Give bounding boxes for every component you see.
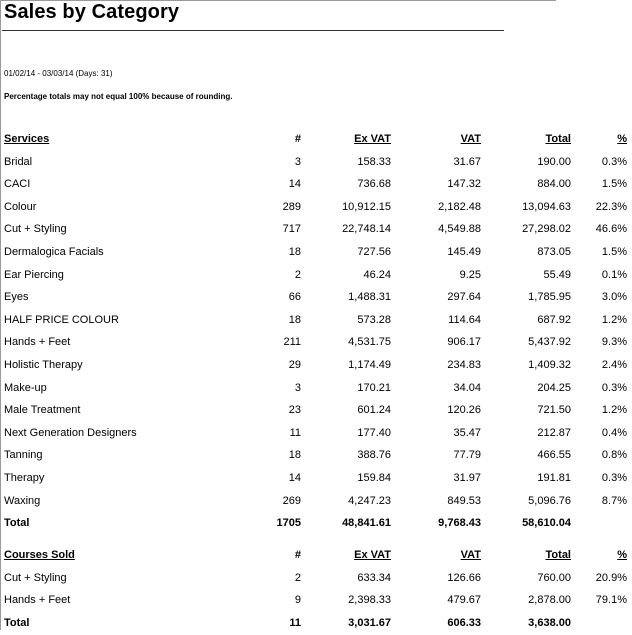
vat-cell: 77.79 [453, 449, 481, 462]
header-vat: VAT [460, 549, 481, 561]
table-row [0, 491, 632, 514]
category-name: Colour [4, 200, 37, 213]
vat-cell: 2,182.48 [438, 200, 481, 213]
total-cell: 466.55 [537, 449, 571, 462]
total-exvat: 48,841.61 [342, 517, 391, 530]
exvat-cell: 1,174.49 [348, 358, 391, 371]
exvat-cell: 4,247.23 [348, 494, 391, 507]
category-name: Ear Piercing [4, 268, 64, 281]
total-cell: 1,785.95 [528, 291, 571, 304]
percent-cell: 0.3% [601, 381, 627, 394]
percent-cell: 0.1% [601, 268, 627, 281]
courses-header-row [0, 545, 632, 568]
total-cell: 760.00 [537, 571, 571, 584]
category-name: Holistic Therapy [4, 358, 83, 371]
category-name: Therapy [4, 471, 45, 484]
count-cell: 14 [288, 178, 301, 191]
total-total: 3,638.00 [528, 616, 571, 629]
percent-cell: 9.3% [601, 336, 627, 349]
percent-cell: 0.4% [601, 426, 627, 439]
table-row [0, 590, 632, 613]
category-name: Hands + Feet [4, 594, 71, 607]
total-count: 1705 [276, 517, 301, 530]
total-cell: 13,094.63 [522, 200, 571, 213]
header-exvat: Ex VAT [354, 549, 391, 561]
table-row [0, 378, 632, 401]
category-name: Hands + Feet [4, 336, 71, 349]
count-cell: 18 [288, 449, 301, 462]
percent-cell: 0.3% [601, 471, 627, 484]
exvat-cell: 170.21 [357, 381, 391, 394]
category-name: Eyes [4, 291, 29, 304]
vat-cell: 35.47 [453, 426, 481, 439]
total-cell: 27,298.02 [522, 223, 571, 236]
exvat-cell: 22,748.14 [342, 223, 391, 236]
total-cell: 1,409.32 [528, 358, 571, 371]
courses-rows [0, 568, 632, 613]
exvat-cell: 601.24 [357, 404, 391, 417]
percent-cell: 1.2% [601, 313, 627, 326]
exvat-cell: 388.76 [357, 449, 391, 462]
total-exvat: 3,031.67 [348, 616, 391, 629]
table-row [0, 174, 632, 197]
vat-cell: 126.66 [447, 571, 481, 584]
count-cell: 18 [288, 245, 301, 258]
vat-cell: 120.26 [447, 404, 481, 417]
total-cell: 190.00 [537, 155, 571, 168]
exvat-cell: 1,488.31 [348, 291, 391, 304]
table-row [0, 400, 632, 423]
category-name: Tanning [4, 449, 43, 462]
vat-cell: 297.64 [447, 291, 481, 304]
vat-cell: 31.97 [453, 471, 481, 484]
header-percent: % [617, 133, 627, 145]
header-count: # [294, 133, 301, 145]
percent-cell: 1.5% [601, 245, 627, 258]
count-cell: 11 [289, 426, 301, 439]
total-cell: 5,096.76 [528, 494, 571, 507]
total-cell: 721.50 [537, 404, 571, 417]
total-vat: 9,768.43 [438, 517, 481, 530]
services-header-row [0, 129, 632, 152]
vat-cell: 145.49 [447, 245, 481, 258]
rounding-note: Percentage totals may not equal 100% because of rounding. [4, 92, 233, 101]
title-underline [2, 30, 504, 31]
category-name: Waxing [4, 494, 41, 507]
vat-cell: 114.64 [448, 313, 481, 326]
exvat-cell: 727.56 [357, 245, 391, 258]
percent-cell: 79.1% [595, 594, 627, 607]
courses-total-row [0, 613, 632, 635]
vat-cell: 9.25 [459, 268, 481, 281]
table-row [0, 468, 632, 491]
exvat-cell: 2,398.33 [348, 594, 391, 607]
table-row [0, 197, 632, 220]
total-cell: 884.00 [537, 178, 571, 191]
exvat-cell: 158.33 [357, 155, 391, 168]
exvat-cell: 177.40 [357, 426, 391, 439]
vat-cell: 34.04 [453, 381, 481, 394]
report-title: Sales by Category [4, 1, 180, 23]
percent-cell: 3.0% [601, 291, 627, 304]
count-cell: 289 [282, 200, 301, 213]
category-name: CACI [4, 178, 31, 191]
exvat-cell: 46.24 [363, 268, 391, 281]
percent-cell: 0.8% [601, 449, 627, 462]
services-table [0, 129, 632, 536]
percent-cell: 1.2% [601, 404, 627, 417]
total-cell: 687.92 [537, 313, 571, 326]
header-exvat: Ex VAT [354, 133, 391, 145]
count-cell: 269 [282, 494, 301, 507]
percent-cell: 22.3% [595, 200, 627, 213]
vat-cell: 849.53 [447, 494, 481, 507]
table-row [0, 287, 632, 310]
total-total: 58,610.04 [522, 517, 571, 530]
count-cell: 14 [288, 471, 301, 484]
total-label: Total [4, 517, 30, 530]
percent-cell: 2.4% [601, 358, 627, 371]
total-cell: 204.25 [537, 381, 571, 394]
vat-cell: 234.83 [447, 358, 481, 371]
category-name: Bridal [4, 155, 33, 168]
category-name: HALF PRICE COLOUR [4, 313, 119, 326]
count-cell: 3 [294, 381, 301, 394]
header-total: Total [545, 549, 571, 561]
header-percent: % [617, 549, 627, 561]
total-vat: 606.33 [447, 616, 481, 629]
exvat-cell: 159.84 [357, 471, 391, 484]
services-total-row [0, 513, 632, 536]
count-cell: 211 [283, 336, 301, 349]
courses-header-name: Courses Sold [4, 549, 75, 561]
table-row [0, 445, 632, 468]
total-cell: 191.81 [537, 471, 571, 484]
count-cell: 3 [294, 155, 301, 168]
exvat-cell: 736.68 [357, 178, 391, 191]
table-row [0, 355, 632, 378]
vat-cell: 4,549.88 [438, 223, 481, 236]
exvat-cell: 633.34 [357, 571, 391, 584]
table-row [0, 219, 632, 242]
table-row [0, 152, 632, 175]
count-cell: 2 [294, 268, 301, 281]
vat-cell: 147.32 [447, 178, 481, 191]
count-cell: 29 [288, 358, 301, 371]
exvat-cell: 4,531.75 [348, 336, 391, 349]
total-label: Total [4, 616, 30, 629]
category-name: Cut + Styling [4, 571, 67, 584]
category-name: Next Generation Designers [4, 426, 137, 439]
total-count: 11 [289, 616, 301, 629]
percent-cell: 0.3% [601, 155, 627, 168]
vat-cell: 31.67 [453, 155, 481, 168]
table-row [0, 310, 632, 333]
category-name: Dermalogica Facials [4, 245, 104, 258]
percent-cell: 1.5% [601, 178, 627, 191]
count-cell: 9 [294, 594, 301, 607]
count-cell: 23 [288, 404, 301, 417]
total-cell: 873.05 [537, 245, 571, 258]
total-cell: 55.49 [543, 268, 571, 281]
table-row [0, 568, 632, 591]
percent-cell: 46.6% [595, 223, 627, 236]
count-cell: 18 [288, 313, 301, 326]
percent-cell: 8.7% [601, 494, 627, 507]
services-header-name: Services [4, 133, 50, 145]
total-cell: 2,878.00 [528, 594, 571, 607]
exvat-cell: 10,912.15 [342, 200, 391, 213]
header-vat: VAT [460, 133, 481, 145]
courses-table [0, 545, 632, 635]
date-range: 01/02/14 - 03/03/14 (Days: 31) [4, 69, 113, 78]
table-row [0, 265, 632, 288]
table-row [0, 242, 632, 265]
vat-cell: 479.67 [447, 594, 481, 607]
count-cell: 66 [288, 291, 301, 304]
total-cell: 5,437.92 [528, 336, 571, 349]
table-row [0, 332, 632, 355]
count-cell: 2 [294, 571, 301, 584]
header-count: # [294, 549, 301, 561]
services-rows [0, 152, 632, 514]
table-row [0, 423, 632, 446]
exvat-cell: 573.28 [357, 313, 391, 326]
count-cell: 717 [282, 223, 301, 236]
category-name: Cut + Styling [4, 223, 67, 236]
category-name: Male Treatment [4, 404, 81, 417]
category-name: Make-up [4, 381, 47, 394]
percent-cell: 20.9% [595, 571, 627, 584]
total-cell: 212.87 [537, 426, 571, 439]
header-total: Total [545, 133, 571, 145]
vat-cell: 906.17 [447, 336, 481, 349]
